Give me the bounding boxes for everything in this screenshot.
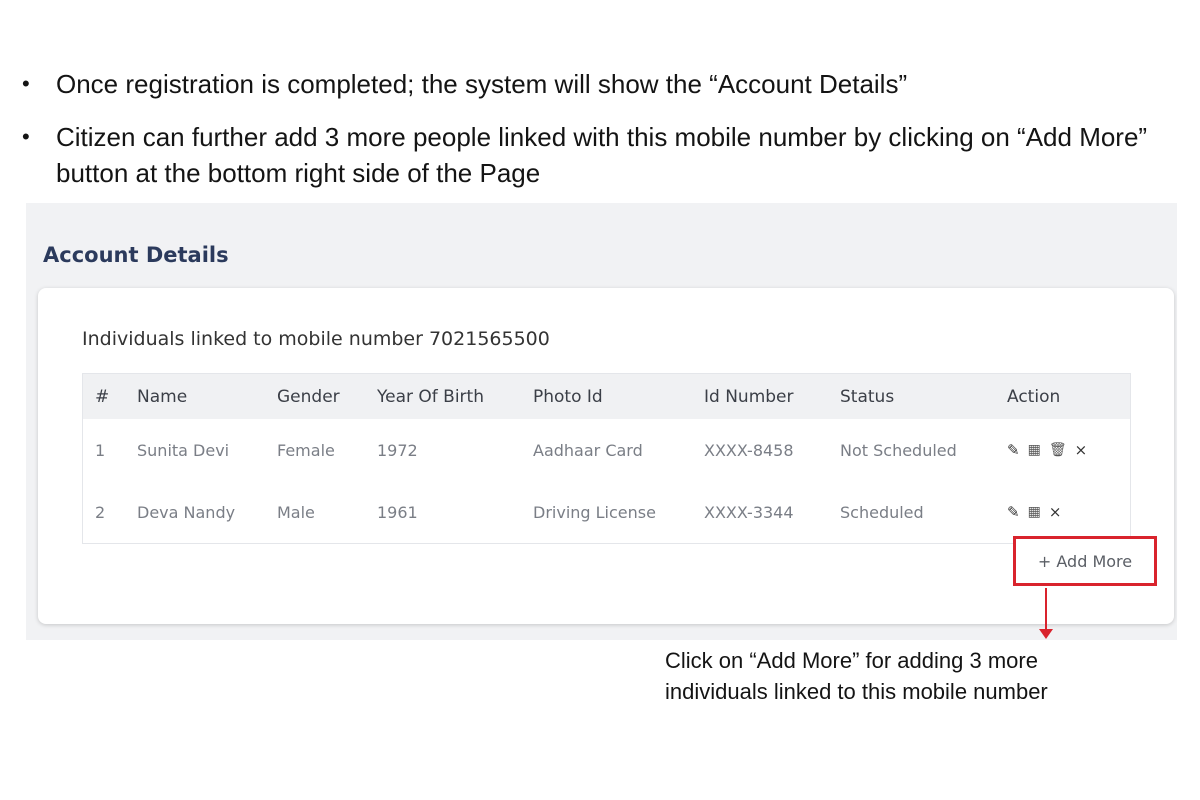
- row-actions: [1007, 503, 1130, 521]
- row-actions: [1007, 441, 1130, 459]
- callout-arrow-line: [1045, 588, 1047, 632]
- column-header-number: #: [95, 386, 110, 407]
- column-header-status: Status: [840, 386, 895, 407]
- row-gender: Female: [277, 440, 335, 460]
- bullet-glyph: •: [22, 124, 30, 149]
- callout-arrow-head: [1039, 629, 1053, 639]
- row-number: 1: [95, 440, 106, 460]
- individuals-table: [82, 373, 1131, 544]
- column-header-id-number: Id Number: [704, 386, 794, 407]
- edit-icon[interactable]: ✎: [1007, 503, 1020, 521]
- row-status: Not Scheduled: [840, 440, 957, 460]
- row-year: 1972: [377, 440, 418, 460]
- close-icon[interactable]: ×: [1048, 503, 1062, 521]
- row-id-number: XXXX-3344: [704, 502, 794, 522]
- row-name: Sunita Devi: [137, 440, 230, 460]
- instruction-text: Citizen can further add 3 more people linked with this mobile number by clicking on “Add More” button at the bottom right side of the Page: [56, 122, 1148, 188]
- row-photo-id: Aadhaar Card: [533, 440, 643, 460]
- table-row: [83, 419, 1130, 481]
- column-header-name: Name: [137, 386, 188, 407]
- row-photo-id: Driving License: [533, 502, 656, 522]
- row-id-number: XXXX-8458: [704, 440, 794, 460]
- table-row: [83, 481, 1130, 543]
- close-icon[interactable]: ×: [1074, 441, 1088, 459]
- instruction-text: Once registration is completed; the system will show the “Account Details”: [56, 69, 908, 99]
- row-year: 1961: [377, 502, 418, 522]
- row-number: 2: [95, 502, 106, 522]
- column-header-gender: Gender: [277, 386, 340, 407]
- calendar-icon[interactable]: ▦: [1027, 442, 1041, 458]
- row-gender: Male: [277, 502, 315, 522]
- card-subtitle: Individuals linked to mobile number 7021565500: [82, 328, 550, 350]
- callout-text: Click on “Add More” for adding 3 more individuals linked to this mobile number: [665, 648, 1048, 704]
- instruction-item: [22, 66, 1182, 102]
- column-header-photo-id: Photo Id: [533, 386, 603, 407]
- instruction-list: [22, 66, 1182, 208]
- account-details-screenshot: [26, 203, 1177, 640]
- row-name: Deva Nandy: [137, 502, 236, 522]
- column-header-year: Year Of Birth: [377, 386, 484, 407]
- instruction-item: [22, 119, 1182, 191]
- account-card: [38, 288, 1174, 624]
- delete-icon[interactable]: 🗑: [1048, 442, 1067, 458]
- add-more-button[interactable]: + Add More: [1013, 536, 1157, 586]
- table-header: [83, 374, 1130, 419]
- edit-icon[interactable]: ✎: [1007, 441, 1020, 459]
- row-status: Scheduled: [840, 502, 924, 522]
- page-title: Account Details: [43, 243, 229, 267]
- calendar-icon[interactable]: ▦: [1027, 504, 1041, 520]
- bullet-glyph: •: [22, 71, 30, 96]
- column-header-action: Action: [1007, 386, 1061, 407]
